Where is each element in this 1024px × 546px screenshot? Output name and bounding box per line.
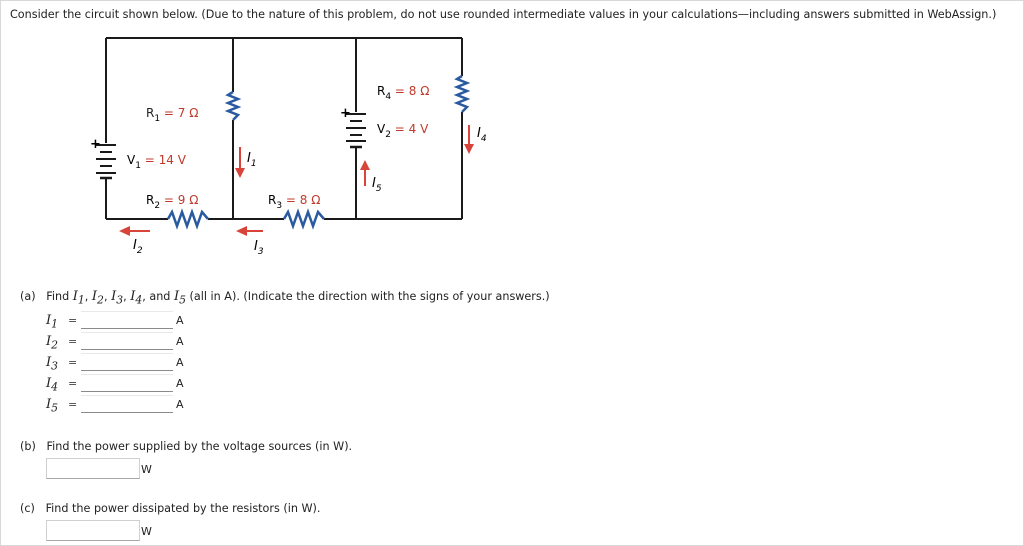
r2-label: $R_2 = 9$ Ω (146, 193, 199, 211)
i4-answer-label: $I_4$ (46, 376, 59, 394)
i5-answer-label: $I_5$ (46, 397, 59, 415)
v1-label: $V_1 = 14$ V (127, 153, 186, 171)
v1-plus-sign: + (90, 137, 101, 152)
i1-answer-label: $I_1$ (46, 313, 59, 331)
r2-resistor-symbol (168, 212, 208, 226)
i2-answer-input[interactable] (81, 332, 173, 350)
part-b-question: (b) Find the power supplied by the voltage sources (in W). (20, 440, 353, 453)
q-var-i3: $I_3$ (111, 289, 124, 307)
i2-unit: A (176, 335, 184, 348)
power-dissipated-unit: W (141, 525, 152, 538)
r1-resistor-symbol (228, 92, 238, 120)
v2-label: $V_2 = 4$ V (377, 122, 429, 140)
i1-arrow (235, 147, 245, 178)
r4-resistor-symbol (457, 76, 467, 112)
i2-answer-label: $I_2$ (46, 334, 59, 352)
i1-unit: A (176, 314, 184, 327)
i2-label: $I_2$ (133, 238, 143, 256)
power-supplied-input[interactable] (46, 458, 140, 479)
r1-label: $R_1 = 7$ Ω (146, 106, 199, 124)
i3-label: $I_3$ (254, 239, 264, 257)
i5-label: $I_5$ (372, 176, 382, 194)
q-var-i2: $I_2$ (91, 289, 104, 307)
i3-unit: A (176, 356, 184, 369)
intro-text: Consider the circuit shown below. (Due to the nature of this problem, do not use rounded intermediate values in your calculations—including answers submitted in WebAssign.) (10, 8, 997, 21)
i3-arrow (236, 226, 263, 236)
i4-label: $I_4$ (477, 126, 487, 144)
r3-resistor-symbol (284, 212, 324, 226)
i2-arrow (119, 226, 150, 236)
i4-arrow (464, 125, 474, 154)
i5-unit: A (176, 398, 184, 411)
i3-answer-input[interactable] (81, 353, 173, 371)
power-supplied-unit: W (141, 463, 152, 476)
r4-label: $R_4 = 8$ Ω (377, 84, 430, 102)
q-var-i1: $I_1$ (72, 289, 85, 307)
power-dissipated-input[interactable] (46, 520, 140, 541)
part-b-label: (b) (20, 440, 36, 453)
v2-plus-sign: + (340, 106, 351, 121)
i5-answer-input[interactable] (81, 395, 173, 413)
part-c-label: (c) (20, 502, 35, 515)
i1-answer-input[interactable] (81, 311, 173, 329)
part-a-question: (a) Find $I_1$, $I_2$, $I_3$, $I_4$, and $I_5$ (all in A). (Indicate the direction with the signs of your answers.) (20, 289, 550, 307)
part-c-question: (c) Find the power dissipated by the resistors (in W). (20, 502, 321, 515)
i4-unit: A (176, 377, 184, 390)
q-var-i5: $I_5$ (173, 289, 186, 307)
i1-label: $I_1$ (247, 151, 257, 169)
i3-answer-label: $I_3$ (46, 355, 59, 373)
i4-answer-input[interactable] (81, 374, 173, 392)
q-var-i4: $I_4$ (130, 289, 143, 307)
part-a-label: (a) (20, 290, 36, 303)
r3-label: $R_3 = 8$ Ω (268, 193, 321, 211)
i5-arrow (360, 160, 370, 186)
